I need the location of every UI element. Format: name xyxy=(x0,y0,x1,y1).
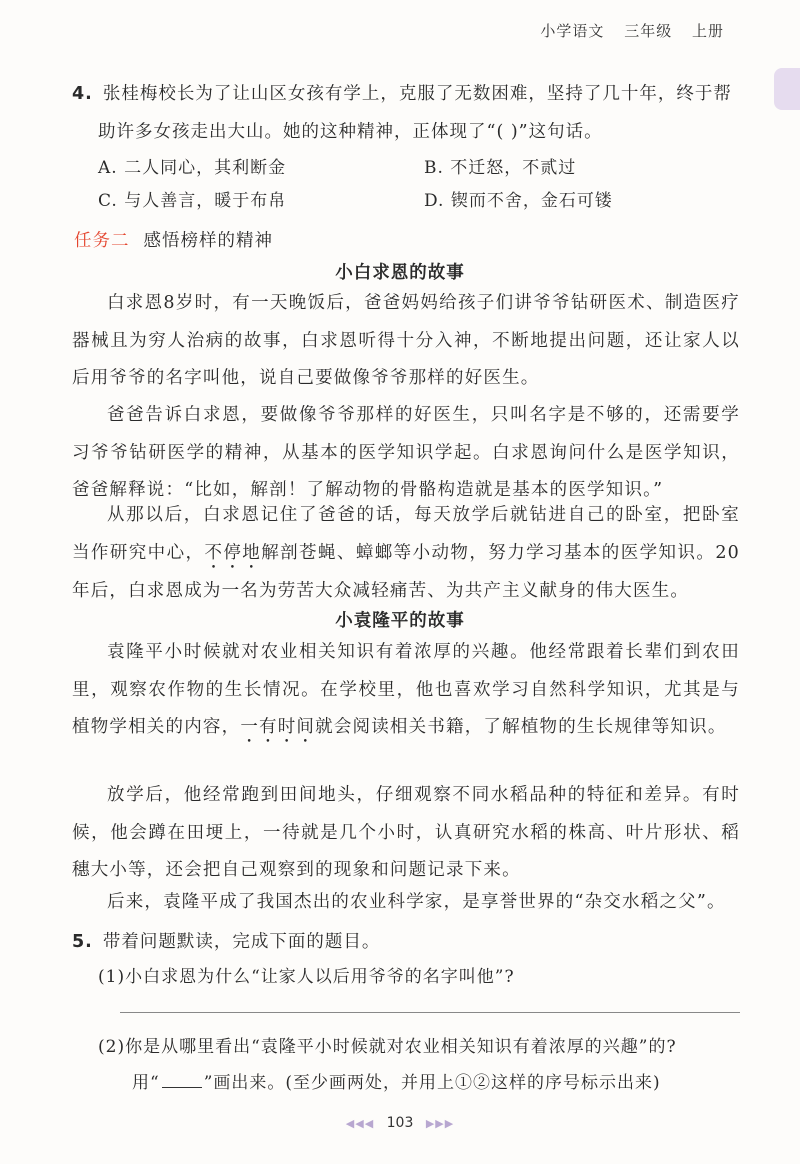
side-tab xyxy=(774,68,800,110)
q5-sub1: (1)小白求恩为什么“让家人以后用爷爷的名字叫他”? xyxy=(98,967,515,987)
page-footer xyxy=(0,1115,800,1131)
task-title: 感悟榜样的精神 xyxy=(143,231,273,251)
q4-option-b[interactable]: B. 不迁怒，不贰过 xyxy=(424,158,577,178)
header-volume: 上册 xyxy=(691,22,724,40)
story2-paragraph-1 xyxy=(72,634,740,747)
underline-sample xyxy=(162,1087,202,1088)
right-arrows-icon: ▶▶▶ xyxy=(425,1117,455,1130)
q5-prompt: 带着问题默读，完成下面的题目。 xyxy=(102,932,381,952)
story1-paragraph-1: 白求恩8岁时，有一天晚饭后，爸爸妈妈给孩子们讲爷爷钻研医术、制造医疗器械且为穷人治病的故事，白求恩听得十分入神，不断地提出问题，还让家人以后用爷爷的名字叫他，说自己要做像爷爷那样的好医生。 xyxy=(72,293,740,388)
q5-sub2-line1: (2)你是从哪里看出“袁隆平小时候就对农业相关知识有着浓厚的兴趣”的? xyxy=(98,1037,677,1057)
answer-line[interactable] xyxy=(120,1012,740,1013)
header-subject: 小学语文 xyxy=(540,22,605,40)
q4-text-1: 张桂梅校长为了让山区女孩有学上，克服了无数困难，坚持了几十年，终于帮 xyxy=(102,84,732,104)
story1-p3-emphasis: 不停地 xyxy=(204,542,262,563)
q5-number: 5. xyxy=(72,932,93,952)
task-label: 任务二 xyxy=(74,231,130,251)
q4-number: 4. xyxy=(72,84,93,104)
story2-p1-emphasis: 一有时间 xyxy=(240,717,316,737)
page-header xyxy=(526,20,724,41)
story2-paragraph-2: 放学后，他经常跑到田间地头，仔细观察不同水稻品种的特征和差异。有时候，他会蹲在田埂上，一待就是几个小时，认真研究水稻的株高、叶片形状、稻穗大小等，还会把自己观察到的现象和问题记录下来。 xyxy=(72,785,740,880)
q4-option-a[interactable]: A. 二人同心，其利断金 xyxy=(98,158,287,178)
q4-line1 xyxy=(72,80,732,105)
q5-sub2-prefix: 用“ xyxy=(132,1073,160,1093)
story1-p3-after: 解剖苍蝇、蟑螂等小动物，努力学习基本的医学知识。20年后，白求恩成为一名为劳苦大众减轻痛苦、为共产主义献身的伟大医生。 xyxy=(72,542,740,601)
story2-paragraph-3: 后来，袁隆平成了我国杰出的农业科学家，是享誉世界的“杂交水稻之父”。 xyxy=(107,892,726,912)
story1-p3-before: 从那以后，白求恩记住了爸爸的话，每天放学后就钻进自己的卧室，把卧室当作研究中心， xyxy=(72,505,740,563)
story2-title: 小袁隆平的故事 xyxy=(335,611,465,631)
q5-sub2-suffix: ”画出来。(至少画两处，并用上①②这样的序号标示出来) xyxy=(203,1073,661,1093)
story1-paragraph-3 xyxy=(72,497,740,610)
left-arrows-icon: ◀◀◀ xyxy=(345,1117,375,1130)
story1-title: 小白求恩的故事 xyxy=(335,263,465,283)
story1-paragraph-2: 爸爸告诉白求恩，要做像爷爷那样的好医生，只叫名字是不够的，还需要学习爷爷钻研医学的精神，从基本的医学知识学起。白求恩询问什么是医学知识，爸爸解释说：“比如，解剖！了解动物的骨骼构造就是基本的医学知识。” xyxy=(72,405,740,500)
q4-line2: 助许多女孩走出大山。她的这种精神，正体现了“( )”这句话。 xyxy=(98,122,603,142)
task-heading xyxy=(74,227,273,252)
q5-line xyxy=(72,928,380,953)
page-number: 103 xyxy=(386,1115,414,1131)
q4-option-c[interactable]: C. 与人善言，暖于布帛 xyxy=(98,191,287,211)
q5-sub2-line2 xyxy=(132,1068,661,1093)
header-grade: 三年级 xyxy=(624,22,673,40)
story2-p1-after: 就会阅读相关书籍，了解植物的生长规律等知识。 xyxy=(315,717,727,737)
q4-option-d[interactable]: D. 锲而不舍，金石可镂 xyxy=(424,191,613,211)
story2-p1-before: 袁隆平小时候就对农业相关知识有着浓厚的兴趣。他经常跟着长辈们到农田里，观察农作物的生长情况。在学校里，他也喜欢学习自然科学知识，尤其是与植物学相关的内容， xyxy=(72,642,740,737)
